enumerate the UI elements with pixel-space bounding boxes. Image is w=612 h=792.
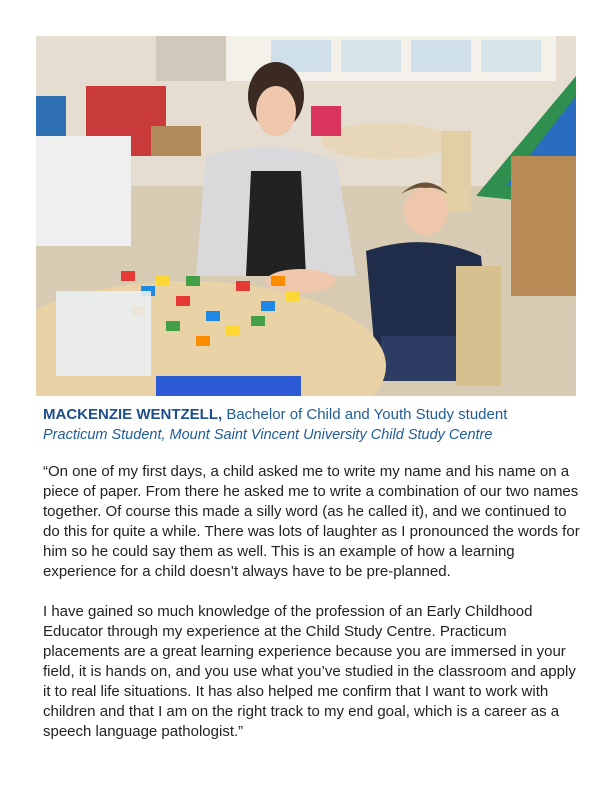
- caption-line-1: [43, 405, 583, 425]
- testimonial-quote: [43, 462, 583, 762]
- photo-caption: [43, 405, 583, 445]
- student-role: Practicum Student, Mount Saint Vincent University Child Study Centre: [43, 427, 493, 443]
- quote-paragraph-1: “On one of my first days, a child asked me to write my name and his name on a piece of paper. From there he asked me to write a combination of our two names together. Of course this made a silly word (as he called it), and we continued to do this for quite a while. There was lots of laughter as I pronounced the words for him so he could say them as well. This is an example of how a learning experience for a child doesn’t always have to be pre-planned.: [43, 463, 580, 580]
- student-program: Bachelor of Child and Youth Study student: [226, 406, 508, 423]
- student-name: MACKENZIE WENTZELL,: [43, 406, 223, 423]
- classroom-photo: [36, 36, 576, 396]
- classroom-photo-illustration: [36, 36, 576, 396]
- quote-paragraph-2: I have gained so much knowledge of the profession of an Early Childhood Educator through my experience at the Child Study Centre. Practicum placements are a great learning experience because you are immersed in your field, it is hands on, and you use what you’ve studied in the classroom and apply it to real life situations. It has also helped me confirm that I want to work with children and that I am on the right track to my end goal, which is a career as a speech language pathologist.”: [43, 603, 576, 740]
